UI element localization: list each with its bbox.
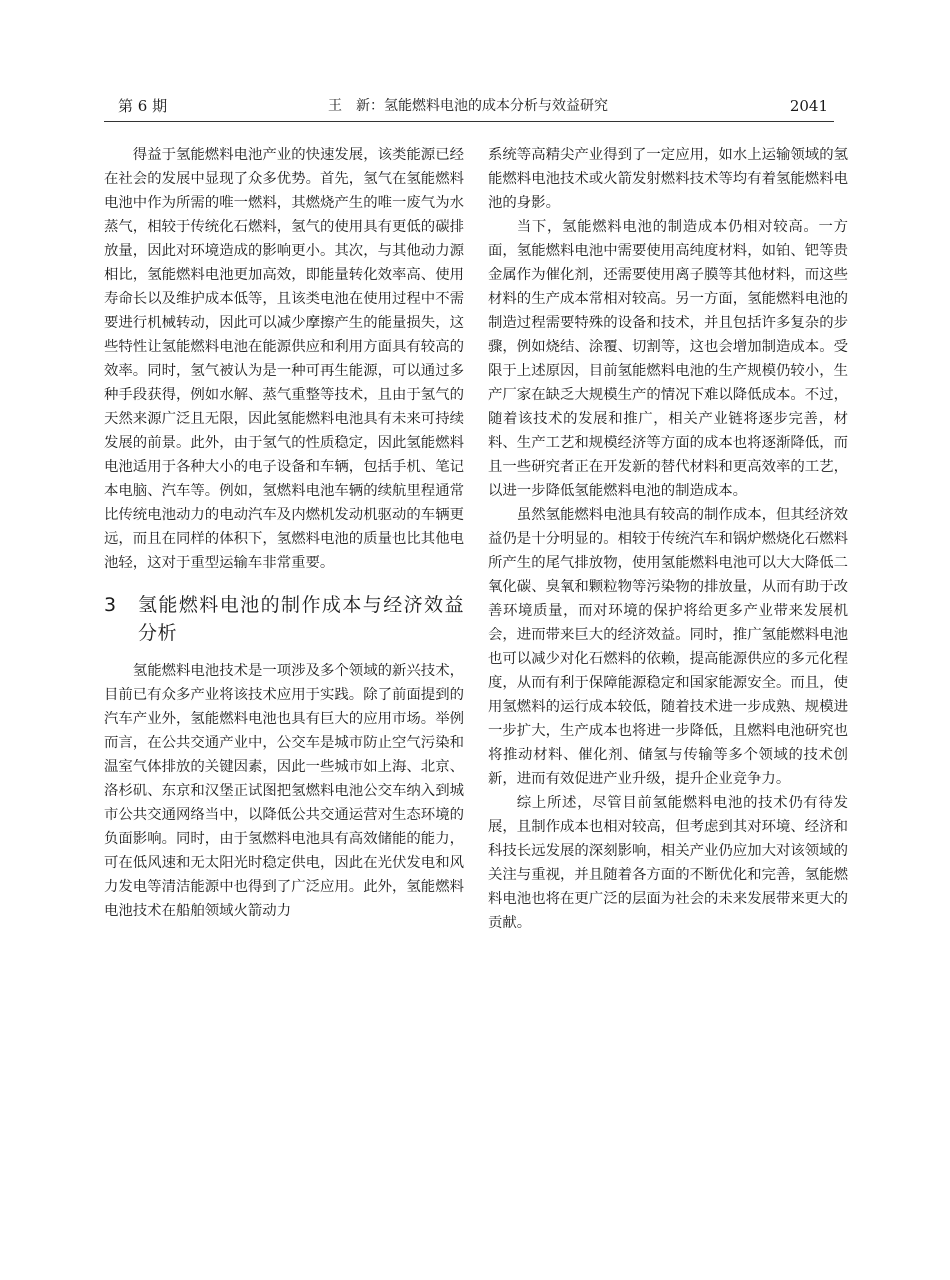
- body-paragraph: 当下，氢能燃料电池的制造成本仍相对较高。一方面，氢能燃料电池中需要使用高纯度材料，如铂、钯等贵金属作为催化剂，还需要使用离子膜等其他材料，而这些材料的生产成本常相对较高。另一方面，氢能燃料电池的制造过程需要特殊的设备和技术，并且包括许多复杂的步骤，例如烧结、涂覆、切割等，这也会增加制造成本。受限于上述原因，目前氢能燃料电池的生产规模仍较小，生产厂家在缺乏大规模生产的情况下难以降低成本。不过，随着该技术的发展和推广，相关产业链将逐步完善，材料、生产工艺和规模经济等方面的成本也将逐渐降低，而且一些研究者正在开发新的替代材料和更高效率的工艺，以进一步降低氢能燃料电池的制造成本。: [488, 219, 848, 499]
- body-paragraph: 综上所述，尽管目前氢能燃料电池的技术仍有待发展，且制作成本也相对较高，但考虑到其对环境、经济和科技长远发展的深刻影响，相关产业仍应加大对该领域的关注与重视，并且随着各方面的不断优化和完善，氢能燃料电池也将在更广泛的层面为社会的未来发展带来更大的贡献。: [488, 795, 848, 931]
- continued-paragraph: 系统等高精尖产业得到了一定应用，如水上运输领域的氢能燃料电池技术或火箭发射燃料技术等均有着氢能燃料电池的身影。: [488, 147, 848, 211]
- header-rule: [104, 121, 834, 122]
- right-column: [488, 143, 848, 935]
- section-title: 氢能燃料电池的制作成本与经济效益分析: [138, 594, 464, 644]
- left-column: [104, 143, 464, 923]
- page-number: 2041: [789, 97, 828, 115]
- issue-number: 第 6 期: [118, 97, 168, 115]
- section-heading: [104, 591, 464, 647]
- section-number: 3: [104, 594, 117, 616]
- body-paragraph: 虽然氢能燃料电池具有较高的制作成本，但其经济效益仍是十分明显的。相较于传统汽车和锅炉燃烧化石燃料所产生的尾气排放物，使用氢能燃料电池可以大大降低二氧化碳、臭氧和颗粒物等污染物的排放量，从而有助于改善环境质量，而对环境的保护将给更多产业带来发展机会，进而带来巨大的经济效益。同时，推广氢能燃料电池也可以减少对化石燃料的依赖，提高能源供应的多元化程度，从而有利于保障能源稳定和国家能源安全。而且，使用氢燃料的运行成本较低，随着技术进一步成熟、规模进一步扩大，生产成本也将进一步降低，且燃料电池研究也将推动材料、催化剂、储氢与传输等多个领域的技术创新，进而有效促进产业升级，提升企业竞争力。: [488, 507, 848, 787]
- body-paragraph: 氢能燃料电池技术是一项涉及多个领域的新兴技术，目前已有众多产业将该技术应用于实践。除了前面提到的汽车产业外，氢能燃料电池也具有巨大的应用市场。举例而言，在公共交通产业中，公交车是城市防止空气污染和温室气体排放的关键因素，因此一些城市如上海、北京、洛杉矶、东京和汉堡正试图把氢燃料电池公交车纳入到城市公共交通网络当中，以降低公共交通运营对生态环境的负面影响。同时，由于氢燃料电池具有高效储能的能力，可在低风速和无太阳光时稳定供电，因此在光伏发电和风力发电等清洁能源中也得到了广泛应用。此外，氢能燃料电池技术在船舶领域火箭动力: [104, 663, 464, 919]
- running-header: [104, 94, 832, 118]
- running-title: 王 新：氢能燃料电池的成本分析与效益研究: [328, 98, 608, 114]
- body-paragraph: 得益于氢能燃料电池产业的快速发展，该类能源已经在社会的发展中显现了众多优势。首先，氢气在氢能燃料电池中作为所需的唯一燃料，其燃烧产生的唯一废气为水蒸气，相较于传统化石燃料，氢气的使用具有更低的碳排放量，因此对环境造成的影响更小。其次，与其他动力源相比，氢能燃料电池更加高效，即能量转化效率高、使用寿命长以及维护成本低等，且该类电池在使用过程中不需要进行机械转动，因此可以减少摩擦产生的能量损失，这些特性让氢能燃料电池在能源供应和利用方面具有较高的效率。同时，氢气被认为是一种可再生能源，可以通过多种手段获得，例如水解、蒸气重整等技术，且由于氢气的天然来源广泛且无限，因此氢能燃料电池具有未来可持续发展的前景。此外，由于氢气的性质稳定，因此氢能燃料电池适用于各种大小的电子设备和车辆，包括手机、笔记本电脑、汽车等。例如，氢燃料电池车辆的续航里程通常比传统电池动力的电动汽车及内燃机发动机驱动的车辆更远，而且在同样的体积下，氢燃料电池的质量也比其他电池轻，这对于重型运输车非常重要。: [104, 147, 464, 571]
